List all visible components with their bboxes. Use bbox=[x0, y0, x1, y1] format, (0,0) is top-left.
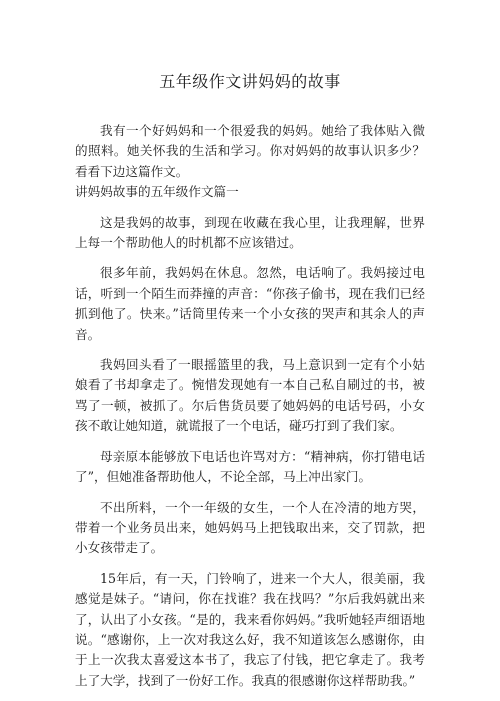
document-title: 五年级作文讲妈妈的故事 bbox=[159, 72, 341, 91]
paragraph: 母亲原本能够放下电话也许骂对方：“精神病，你打错电话了”，但她准备帮助他人，不论全部，马上冲出家门。 bbox=[75, 448, 425, 485]
document-body bbox=[75, 121, 425, 701]
paragraph: 15年后，有一天，门铃响了，进来一个大人，很美丽，我感觉是妹子。“请问，你在找谁？我在找吗？”尔后我妈就出来了，认出了小女孩。“是的，我来看你妈妈。”我听她轻声细语地说。“感谢你，上一次对我这么好，我不知道该怎么感谢你，由于上一次我太喜爱这本书了，我忘了付钱，把它拿走了。我考上了大学，找到了一份好工作。我真的很感谢你这样帮助我。” bbox=[75, 570, 425, 688]
paragraph: 不出所料，一个一年级的女生，一个人在冷清的地方哭，带着一个业务员出来，她妈妈马上把钱取出来，交了罚款，把小女孩带走了。 bbox=[75, 499, 425, 556]
paragraph: 这是我妈的故事，到现在收藏在我心里，让我理解，世界上每一个帮助他人的时机都不应该错过。 bbox=[75, 214, 425, 251]
section-heading: 讲妈妈故事的五年级作文篇一 bbox=[75, 184, 239, 200]
paragraph: 我妈回头看了一眼摇篮里的我，马上意识到一定有个小姑娘看了书却拿走了。惋惜发现她有一本自己私自刷过的书，被骂了一顿，被抓了。尔后售货员要了她妈妈的电话号码，小女孩不敢让她知道，就谎报了一个电话，碰巧打到了我们家。 bbox=[75, 357, 425, 434]
paragraph-intro: 我有一个好妈妈和一个很爱我的妈妈。她给了我体贴入微的照料。她关怀我的生活和学习。你对妈妈的故事认识多少？看看下边这篇作文。 bbox=[75, 123, 425, 179]
paragraph: 很多年前，我妈妈在休息。忽然，电话响了。我妈接过电话，听到一个陌生而莽撞的声音：“你孩子偷书，现在我们已经抓到他了。快来。”话筒里传来一个小女孩的哭声和其余人的声音。 bbox=[75, 265, 425, 342]
